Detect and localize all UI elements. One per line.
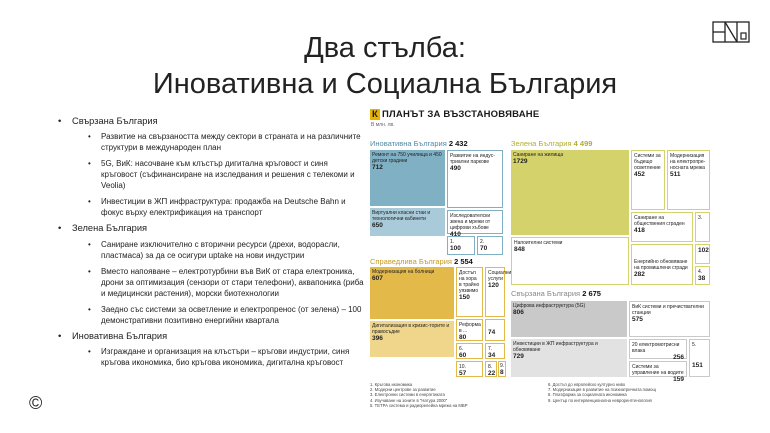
section-name: Свързана България [511, 289, 581, 298]
legend-item: 2. Модерни центрове за развитие [370, 387, 436, 393]
section-innovative-title [370, 139, 468, 148]
section-name: Зелена България [511, 139, 572, 148]
section-total: 4 499 [573, 139, 593, 148]
infographic-header-text: ПЛАНЪТ ЗА ВЪЗСТАНОВЯВАНЕ [382, 109, 540, 120]
section-total: 2 554 [454, 257, 473, 266]
box-inn-4: Виртуални класни стаи и технологични кабинети 650 [370, 208, 445, 236]
box-fair-3: Социални услуги 120 [485, 267, 505, 317]
box-conn-6: 5. 151 [689, 339, 710, 377]
box-fair-10: 9. 8 [500, 363, 505, 376]
section-name: Справедлива България [370, 257, 452, 266]
legend-item: 1. Кръгова икономика [370, 382, 413, 387]
bullet-label: Иновативна България [72, 330, 168, 341]
box-conn-4: 20 електромотрисни влака 256 [629, 339, 687, 359]
box-green-5: Напоителни системи 848 [511, 237, 629, 285]
bullet-innovative-bulgaria [58, 331, 366, 368]
legend-item: 5. ТЕТРА система и радиорелейна мрежа на МВР [370, 402, 468, 408]
bullet-green-bulgaria [58, 223, 366, 325]
box-fair-2: Достъп на хора в трайно уязвимо 150 [456, 267, 483, 317]
sub-bullet: • Саниране изключително с вторични ресурси (дрехи, водорасли, пластмаса) за да се осигури uptake на нови индустрии [88, 239, 366, 261]
section-total: 2 432 [448, 139, 468, 148]
sub-bullet: • Заедно със системи за осветление и електропренос (от зелена) – 100 демонстративни позитивно енергийни квартала [88, 304, 366, 326]
box-inn-6: 2. 70 [477, 236, 503, 255]
header-k-badge: К [372, 109, 378, 120]
box-green-7: 3. [695, 212, 710, 242]
legend-item: 3. Електронни системи в енергетиката [370, 392, 445, 398]
legend-item: 7. Модернизация в развитие на психиатричната помощ [548, 387, 656, 393]
legend-item: 8. Платформа за социалната икономика [548, 392, 627, 398]
box-fair-11: 10. 57 [456, 361, 483, 377]
copyright-icon: © [29, 393, 43, 413]
bullet-connected-bulgaria [58, 116, 366, 218]
section-name: Иновативна България [370, 139, 447, 148]
box-inn-spacer [370, 238, 445, 255]
box-green-3: Модернизация на електропре-носната мрежа 511 [667, 150, 710, 210]
box-fair-5: Реформа в ... 80 [456, 319, 483, 341]
box-fair-6: 74 [485, 319, 505, 341]
sub-bullet: • 5G, ВиК: насочване към клъстър дигитална кръговост и синя кръговост (съфинансиране на изследвания и решения с телекоми и Veolia) [88, 158, 366, 191]
recovery-plan-infographic [368, 105, 720, 417]
box-conn-3: Инвестиции в ЖП инфраструктура и обновяване 729 [511, 339, 627, 377]
infographic-unit: В млн. лв. [371, 122, 395, 128]
legend-item: 6. Достъп до европейско културно ниво [548, 382, 626, 387]
legend-left [370, 382, 510, 408]
box-inn-1: Ремонт на 750 училища и 450 детски градини 712 [370, 150, 445, 206]
sub-bullet: • Инвестиции в ЖП инфраструктура: продажба на Deutsche Bahn и фокус върху електрификация на транспорт [88, 196, 366, 218]
section-total: 2 675 [582, 289, 601, 298]
bullet-label: Свързана България [72, 116, 158, 126]
box-green-1: Саниране на жилища 1729 [511, 150, 629, 235]
box-inn-2: Развитие на индус-триални паркове 490 [447, 150, 503, 208]
box-green-8: 4. 38 [695, 266, 710, 285]
bullet-label: Зелена България [72, 223, 148, 234]
box-fair-8: 7. 34 [485, 343, 505, 359]
legend-right [548, 382, 718, 403]
legend-item: 4. Изучаване на зоните в "Натура 2000" [370, 397, 448, 403]
slide-title [0, 30, 770, 102]
box-fair-4: Дигитализация в кризис-торите и правосъдие 396 [370, 321, 454, 357]
box-green-6: Енергийно обновяване на промишлени сгради 282 [631, 244, 693, 285]
box-conn-2: ВиК системи и пречиствателни станции 575 [629, 301, 710, 337]
box-green-4: Саниране на обществения сграден 418 [631, 212, 693, 242]
box-green-2: Системи за бъдещо осветление 452 [631, 150, 665, 210]
section-green-title [511, 139, 592, 148]
sub-bullet: • Изграждане и организация на клъстъри – кръгови индустрии, синя кръгова икономика, био кръгова икономика, дигитална кръговост [88, 346, 366, 368]
slide-title-line-2: Иновативна и Социална България [152, 68, 618, 100]
section-fair-title [370, 257, 473, 266]
legend-item: 9. Център по интервенционална неврорентгенология [548, 397, 652, 403]
box-fair-1: Модернизация на болници 607 [370, 267, 454, 319]
box-conn-5: Системи за управление на водите 159 [629, 361, 687, 377]
infographic-header [370, 109, 539, 120]
box-conn-1: Цифрова инфраструктура (5G) 806 [511, 301, 627, 337]
box-fair-7: 6. 60 [456, 343, 483, 359]
box-green-7-value: 102 [695, 244, 710, 264]
sub-bullet: • Вместо напояване – електротурбини във ВиК от стара електроника, дрони за оптимизация (сензори от стари телефони), аквапоника (риба и медицински растения), морски биотехнологии [88, 266, 366, 299]
box-inn-3: Изследователски звена и мрежи от цифрови хъбове 410 [447, 210, 503, 234]
sub-bullet: • Развитие на свързаността между сектори в страната и на различните структури в международен план [88, 131, 366, 153]
box-fair-9: 8. 22 [485, 361, 497, 377]
section-connected-title [511, 289, 601, 298]
bullet-list [58, 116, 366, 373]
slide-title-line-1: Два стълба: [304, 32, 466, 64]
box-inn-5: 1. 100 [447, 236, 475, 255]
